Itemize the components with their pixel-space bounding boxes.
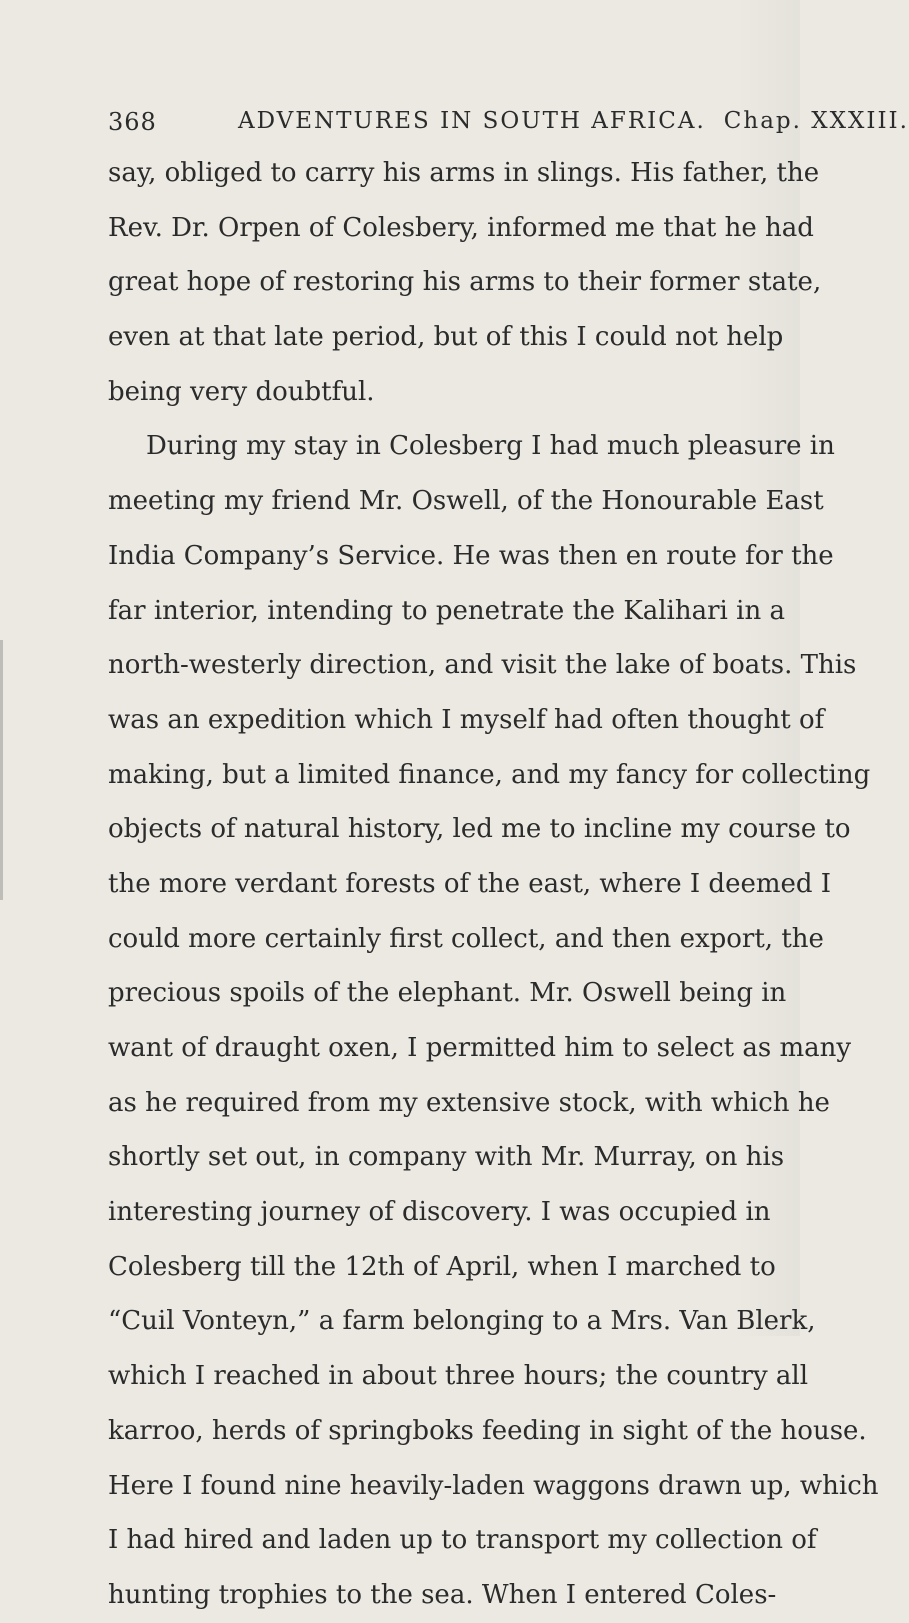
- text-line: karroo, herds of springboks feeding in sight of the house.: [108, 1415, 867, 1446]
- text-line: meeting my friend Mr. Oswell, of the Honourable East: [108, 486, 824, 517]
- text-line: hunting trophies to the sea. When I entered Coles-: [108, 1579, 777, 1610]
- running-head: [238, 108, 909, 134]
- text-line: which I reached in about three hours; the country all: [108, 1361, 809, 1392]
- text-line: India Company’s Service. He was then en route for the: [108, 540, 834, 571]
- running-title: ADVENTURES IN SOUTH AFRICA.: [238, 108, 706, 134]
- text-line: could more certainly first collect, and then export, the: [108, 923, 824, 954]
- text-line: want of draught oxen, I permitted him to select as many: [108, 1033, 852, 1063]
- text-line: even at that late period, but of this I could not help: [108, 322, 784, 353]
- chapter-label: Chap. XXXIII.: [723, 108, 909, 134]
- text-line: precious spoils of the elephant. Mr. Oswell being in: [108, 978, 787, 1009]
- text-line: I had hired and laden up to transport my collection of: [108, 1525, 817, 1556]
- text-line: making, but a limited finance, and my fancy for collecting: [108, 759, 871, 790]
- text-line: was an expedition which I myself had often thought of: [108, 704, 825, 735]
- text-line: “Cuil Vonteyn,” a farm belonging to a Mrs. Van Blerk,: [108, 1306, 816, 1337]
- body-text: [108, 146, 879, 1623]
- page-number: 368: [108, 108, 157, 136]
- text-line: interesting journey of discovery. I was occupied in: [108, 1197, 771, 1228]
- text-line: being very doubtful.: [108, 376, 375, 407]
- text-line: Here I found nine heavily-laden waggons drawn up, which: [108, 1470, 879, 1501]
- text-line: as he required from my extensive stock, with which he: [108, 1087, 830, 1118]
- text-line: the more verdant forests of the east, where I deemed I: [108, 868, 832, 899]
- text-line: say, obliged to carry his arms in slings. His father, the: [108, 158, 820, 188]
- text-line: north-westerly direction, and visit the lake of boats. This: [108, 650, 857, 681]
- text-line: shortly set out, in company with Mr. Murray, on his: [108, 1142, 785, 1173]
- text-line: objects of natural history, led me to incline my course to: [108, 814, 851, 845]
- text-line: far interior, intending to penetrate the Kalihari in a: [108, 595, 785, 626]
- text-line: great hope of restoring his arms to their former state,: [108, 267, 822, 298]
- page-header: [108, 108, 909, 148]
- page-edge-shadow: [0, 640, 3, 900]
- text-line: Colesberg till the 12th of April, when I marched to: [108, 1251, 776, 1282]
- text-line: Rev. Dr. Orpen of Colesbery, informed me that he had: [108, 212, 814, 243]
- paragraph-start-line: During my stay in Colesberg I had much pleasure in: [146, 431, 835, 462]
